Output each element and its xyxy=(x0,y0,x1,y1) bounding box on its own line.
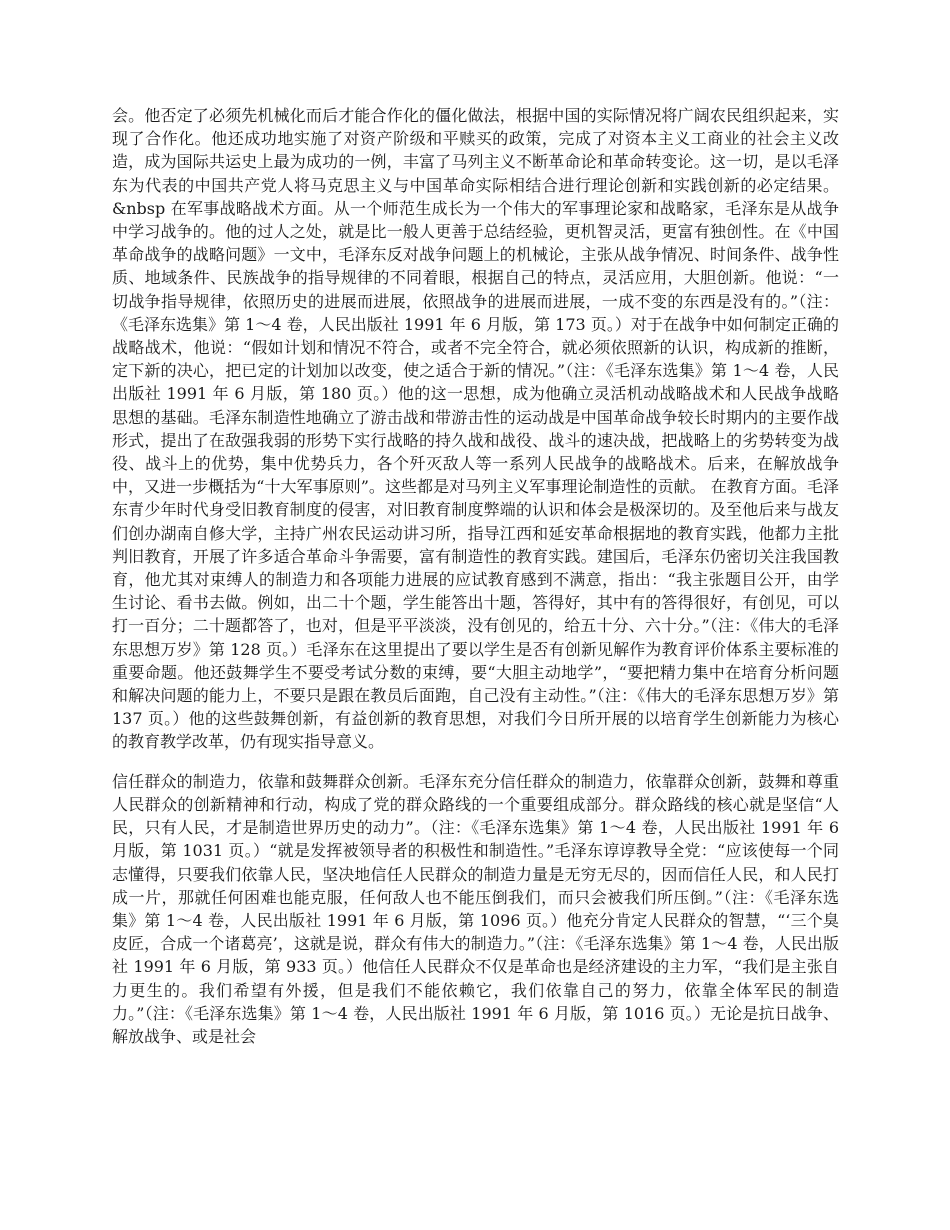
paragraph-2: 信任群众的制造力，依靠和鼓舞群众创新。毛泽东充分信任群众的制造力，依靠群众创新，鼓舞和尊重人民群众的创新精神和行动，构成了党的群众路线的一个重要组成部分。群众路线的核心就是坚信“人民，只有人民，才是制造世界历史的动力”。（注：《毛泽东选集》第 1～4 卷，人民出版社 1991 年 6 月版，第 1031 页。）“就是发挥被领导者的积极性和制造性。”毛泽东谆谆教导全党：“应该使每一个同志懂得，只要我们依靠人民，坚决地信任人民群众的制造力量是无穷无尽的，因而信任人民，和人民打成一片，那就任何困难也能克服，任何敌人也不能压倒我们，而只会被我们所压倒。”（注：《毛泽东选集》第 1～4 卷，人民出版社 1991 年 6 月版，第 1096 页。）他充分肯定人民群众的智慧，“‘三个臭皮匠，合成一个诸葛亮’，这就是说，群众有伟大的制造力。”（注：《毛泽东选集》第 1～4 卷，人民出版社 1991 年 6 月版，第 933 页。）他信任人民群众不仅是革命也是经济建设的主力军，“我们是主张自力更生的。我们希望有外援，但是我们不能依赖它，我们依靠自己的努力，依靠全体军民的制造力。”（注：《毛泽东选集》第 1～4 卷，人民出版社 1991 年 6 月版，第 1016 页。）无论是抗日战争、解放战争、或是社会 xyxy=(112,771,839,1046)
paragraph-1: 会。他否定了必须先机械化而后才能合作化的僵化做法，根据中国的实际情况将广阔农民组织起来，实现了合作化。他还成功地实施了对资产阶级和平赎买的政策，完成了对资本主义工商业的社会主义改造，成为国际共运史上最为成功的一例，丰富了马列主义不断革命论和革命转变论。这一切，是以毛泽东为代表的中国共产党人将马克思主义与中国革命实际相结合进行理论创新和实践创新的必定结果。 &nbsp 在军事战略战术方面。从一个师范生成长为一个伟大的军事理论家和战略家，毛泽东是从战争中学习战争的。他的过人之处，就是比一般人更善于总结经验，更机智灵活，更富有独创性。在《中国革命战争的战略问题》一文中，毛泽东反对战争问题上的机械论，主张从战争情况、时间条件、战争性质、地域条件、民族战争的指导规律的不同着眼，根据自己的特点，灵活应用，大胆创新。他说：“一切战争指导规律，依照历史的进展而进展，依照战争的进展而进展，一成不变的东西是没有的。”（注：《毛泽东选集》第 1～4 卷，人民出版社 1991 年 6 月版，第 173 页。）对于在战争中如何制定正确的战略战术，他说：“假如计划和情况不符合，或者不完全符合，就必须依照新的认识，构成新的推断，定下新的决心，把已定的计划加以改变，使之适合于新的情况。”（注：《毛泽东选集》第 1～4 卷，人民出版社 1991 年 6 月版，第 180 页。）他的这一思想，成为他确立灵活机动战略战术和人民战争战略思想的基础。毛泽东制造性地确立了游击战和带游击性的运动战是中国革命战争较长时期内的主要作战形式，提出了在敌强我弱的形势下实行战略的持久战和战役、战斗的速决战，把战略上的劣势转变为战役、战斗上的优势，集中优势兵力，各个歼灭敌人等一系列人民战争的战略战术。后来，在解放战争中，又进一步概括为“十大军事原则”。这些都是对马列主义军事理论制造性的贡献。 在教育方面。毛泽东青少年时代身受旧教育制度的侵害，对旧教育制度弊端的认识和体会是极深切的。及至他后来与战友们创办湖南自修大学，主持广州农民运动讲习所，指导江西和延安革命根据地的教育实践，他都力主批判旧教育，开展了许多适合革命斗争需要，富有制造性的教育实践。建国后，毛泽东仍密切关注我国教育，他尤其对束缚人的制造力和各项能力进展的应试教育感到不满意，指出：“我主张题目公开，由学生讨论、看书去做。例如，出二十个题，学生能答出十题，答得好，其中有的答得很好，有创见，可以打一百分；二十题都答了，也对，但是平平淡淡，没有创见的，给五十分、六十分。”（注：《伟大的毛泽东思想万岁》第 128 页。）毛泽东在这里提出了要以学生是否有创新见解作为教育评价体系主要标准的重要命题。他还鼓舞学生不要受考试分数的束缚，要“大胆主动地学”，“要把精力集中在培育分析问题和解决问题的能力上，不要只是跟在教员后面跑，自己没有主动性。”（注：《伟大的毛泽东思想万岁》第 137 页。）他的这些鼓舞创新，有益创新的教育思想，对我们今日所开展的以培育学生创新能力为核心的教育教学改革，仍有现实指导意义。 xyxy=(112,106,839,752)
document-page xyxy=(112,104,839,1048)
